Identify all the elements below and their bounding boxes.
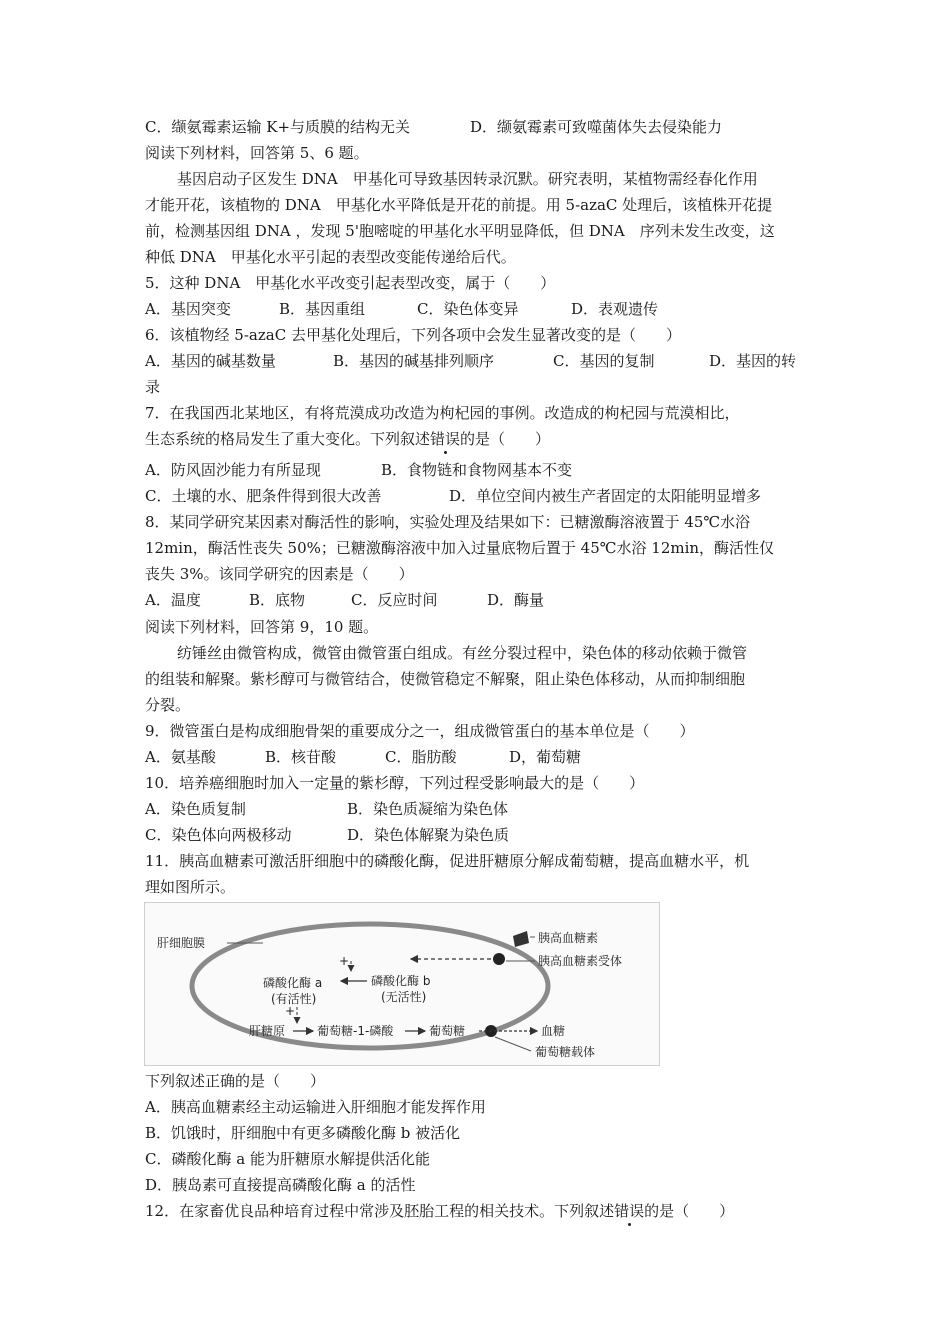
enzyme-b-note: (无活性) <box>381 990 427 1004</box>
q4-option-d[interactable]: D．缬氨霉素可致噬菌体失去侵染能力 <box>470 118 723 136</box>
q9-stem: 9．微管蛋白是构成细胞骨架的重要成分之一，组成微管蛋白的基本单位是（ ） <box>145 722 695 740</box>
q7-option-c[interactable]: C．土壤的水、肥条件得到很大改善 <box>145 487 382 505</box>
plus-sign: + <box>339 954 350 968</box>
q11-option-a[interactable]: A．胰高血糖素经主动运输进入肝细胞才能发挥作用 <box>145 1098 486 1116</box>
q5-option-c[interactable]: C．染色体变异 <box>417 300 519 318</box>
q6-stem: 6．该植物经 5-azaC 去甲基化处理后，下列各项中会发生显著改变的是（ ） <box>145 326 681 344</box>
q11-stem-cont: 理如图所示。 <box>145 878 236 896</box>
q10-option-c[interactable]: C．染色体向两极移动 <box>145 826 292 844</box>
enzyme-b-label: 磷酸化酶 b <box>371 974 431 988</box>
q12-emphasis: 错误 <box>614 1202 645 1220</box>
material-56-line: 基因启动子区发生 DNA 甲基化可导致基因转录沉默。研究表明，某植物需经春化作用 <box>177 170 758 188</box>
q11-option-d[interactable]: D．胰岛素可直接提高磷酸化酶 a 的活性 <box>145 1176 416 1194</box>
q5-option-a[interactable]: A．基因突变 <box>145 300 231 318</box>
q8-stem-cont: 12min，酶活性丧失 50%；已糖激酶溶液中加入过量底物后置于 45℃水浴 12min，酶活性仅 <box>145 539 775 557</box>
g1p-label: 葡萄糖-1-磷酸 <box>317 1024 394 1038</box>
material-56-line: 才能开花，该植物的 DNA 甲基化水平降低是开花的前提。用 5-azaC 处理后，该植株开花提 <box>145 196 773 214</box>
q7-emphasis: 错误 <box>430 430 461 448</box>
diagram-svg <box>145 903 659 1065</box>
q11-prompt: 下列叙述正确的是（ ） <box>145 1072 326 1090</box>
q8-option-b[interactable]: B．底物 <box>249 591 306 609</box>
enzyme-a-note: (有活性) <box>271 992 317 1006</box>
q10-option-a[interactable]: A．染色质复制 <box>145 800 246 818</box>
q10-option-b[interactable]: B．染色质凝缩为染色体 <box>347 800 509 818</box>
q11-stem: 11．胰高血糖素可激活肝细胞中的磷酸化酶，促进肝糖原分解成葡萄糖，提高血糖水平，机 <box>145 852 750 870</box>
glucagon-label: 胰高血糖素 <box>538 931 599 945</box>
q6-option-a[interactable]: A．基因的碱基数量 <box>145 352 276 370</box>
material-910-line: 纺锤丝由微管构成，微管由微管蛋白组成。有丝分裂过程中，染色体的移动依赖于微管 <box>177 644 748 662</box>
q10-stem: 10．培养癌细胞时加入一定量的紫杉醇，下列过程受影响最大的是（ ） <box>145 774 645 792</box>
q11-option-b[interactable]: B．饥饿时，肝细胞中有更多磷酸化酶 b 被活化 <box>145 1124 461 1142</box>
glucagon-mechanism-diagram <box>144 902 660 1066</box>
q11-option-c[interactable]: C．磷酸化酶 a 能为肝糖原水解提供活化能 <box>145 1150 430 1168</box>
q9-option-c[interactable]: C．脂肪酸 <box>385 748 457 766</box>
q9-option-d[interactable]: D，葡萄糖 <box>509 748 582 766</box>
plus-sign-2: + <box>285 1004 296 1018</box>
q5-option-d[interactable]: D．表观遗传 <box>571 300 659 318</box>
q8-option-a[interactable]: A．温度 <box>145 591 201 609</box>
q6-option-c[interactable]: C．基因的复制 <box>553 352 655 370</box>
q6-option-d-wrap: 录 <box>145 378 161 396</box>
carrier-label: 葡萄糖载体 <box>535 1045 596 1059</box>
glucose-label: 葡萄糖 <box>429 1024 466 1038</box>
q7-option-b[interactable]: B．食物链和食物网基本不变 <box>381 461 573 479</box>
q8-stem-cont: 丧失 3%。该同学研究的因素是（ ） <box>145 565 414 583</box>
q9-option-a[interactable]: A．氨基酸 <box>145 748 216 766</box>
glucagon-shape <box>513 931 529 947</box>
material-910-line: 的组装和解聚。紫杉醇可与微管结合，使微管稳定不解聚，阻止染色体移动，从而抑制细胞 <box>145 670 746 688</box>
enzyme-a-label: 磷酸化酶 a <box>263 976 323 990</box>
q4-option-c[interactable]: C．缬氨霉素运输 K+与质膜的结构无关 <box>145 118 411 136</box>
q9-option-b[interactable]: B．核苷酸 <box>265 748 337 766</box>
q8-stem: 8．某同学研究某因素对酶活性的影响，实验处理及结果如下：已糖激酶溶液置于 45℃水浴 <box>145 513 751 531</box>
material-56-line: 前，检测基因组 DNA ，发现 5'胞嘧啶的甲基化水平明显降低，但 DNA 序列未发生改变，这 <box>145 222 775 240</box>
q5-stem: 5．这种 DNA 甲基化水平改变引起表型改变，属于（ ） <box>145 274 556 292</box>
q8-option-c[interactable]: C．反应时间 <box>351 591 438 609</box>
q6-option-b[interactable]: B．基因的碱基排列顺序 <box>333 352 495 370</box>
q7-stem-cont: 生态系统的格局发生了重大变化。下列叙述错误的是（ ） <box>145 430 551 448</box>
q10-option-d[interactable]: D．染色体解聚为染色质 <box>347 826 510 844</box>
carrier-pointer-line <box>495 1037 531 1051</box>
receptor-label: 胰高血糖素受体 <box>538 954 623 968</box>
q4-options <box>145 117 723 137</box>
q12-stem: 12．在家畜优良品种培育过程中常涉及胚胎工程的相关技术。下列叙述错误的是（ ） <box>145 1202 735 1220</box>
glycogen-label: 肝糖原 <box>249 1024 286 1038</box>
q7-stem: 7．在我国西北某地区，有将荒漠成功改造为枸杞园的事例。改造成的枸杞园与荒漠相比， <box>145 404 740 422</box>
intro-q9-q10: 阅读下列材料，回答第 9，10 题。 <box>145 618 379 636</box>
membrane-label: 肝细胞膜 <box>157 936 206 950</box>
q7-option-a[interactable]: A．防风固沙能力有所显现 <box>145 461 321 479</box>
intro-q5-q6: 阅读下列材料，回答第 5、6 题。 <box>145 144 369 162</box>
q7-option-d[interactable]: D．单位空间内被生产者固定的太阳能明显增多 <box>449 487 762 505</box>
q8-option-d[interactable]: D．酶量 <box>487 591 545 609</box>
material-910-line: 分裂。 <box>145 696 191 714</box>
q6-option-d[interactable]: D．基因的转 <box>709 352 797 370</box>
q5-option-b[interactable]: B．基因重组 <box>279 300 366 318</box>
receptor-shape <box>493 953 505 965</box>
blood-glucose-label: 血糖 <box>541 1024 566 1038</box>
material-56-line: 种低 DNA 甲基化水平引起的表型改变能传递给后代。 <box>145 248 516 266</box>
